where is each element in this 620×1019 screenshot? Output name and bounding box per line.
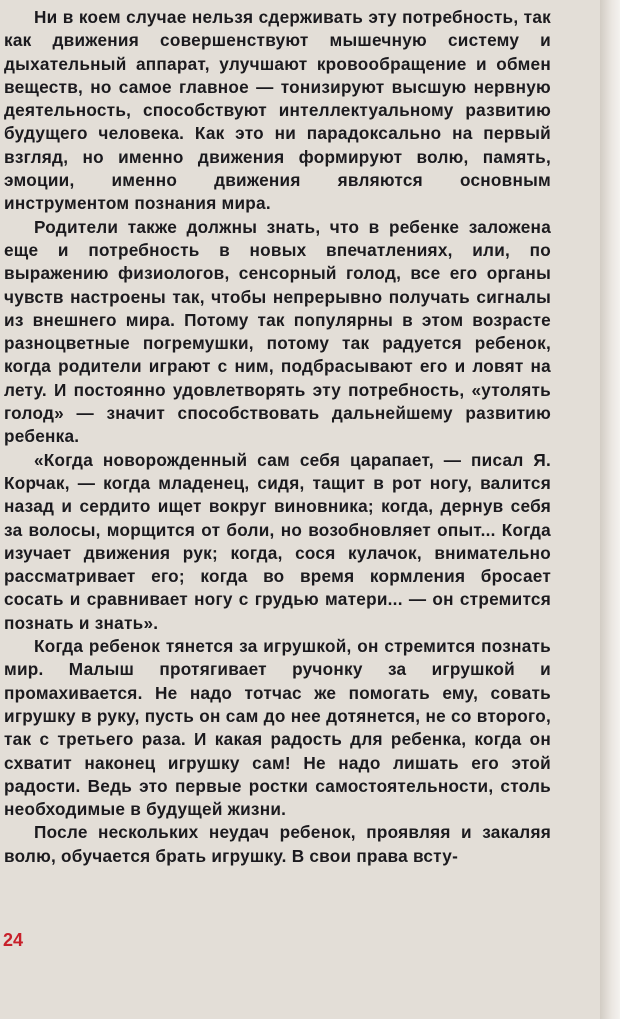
paragraph-3: «Когда новорожденный сам себя царапает, — писал Я. Корчак, — когда младенец, сидя, тащит в рот ногу, валится назад и сердито ищет вокруг виновника; когда, дернув себя за волосы, морщится от боли, но возобновляет опыт... Когда изучает движения рук; когда, сося кулачок, внимательно рассматривает его; когда во время кормления бросает сосать и сравнивает ногу с грудью матери... — он стремится познать и знать». (4, 449, 551, 633)
paragraph-1: Ни в коем случае нельзя сдерживать эту потребность, так как движения совершенствуют мышечную систему и дыхательный аппарат, улучшают кровообращение и обмен веществ, но самое главное — тонизируют высшую нервную деятельность, способствуют интеллектуальному развитию будущего человека. Как это ни парадоксально на первый взгляд, но именно движения формируют волю, память, эмоции, именно движения являются основным инструментом познания мира. (4, 7, 551, 214)
body-text (4, 6, 551, 868)
paragraph-2: Родители также должны знать, что в ребенке заложена еще и потребность в новых впечатлениях, или, по выражению физиологов, сенсорный голод, все его органы чувств настроены так, чтобы непрерывно получать сигналы из внешнего мира. Потому так популярны в этом возрасте разноцветные погремушки, потому так радуется ребенок, когда родители играют с ним, подбрасывают его и ловят на лету. И постоянно удовлетворять эту потребность, «утолять голод» — значит способствовать дальнейшему развитию ребенка. (4, 216, 551, 447)
paragraph-4: Когда ребенок тянется за игрушкой, он стремится познать мир. Малыш протягивает ручонку за игрушкой и промахивается. Не надо тотчас же помогать ему, совать игрушку в руку, пусть он сам до нее дотянется, не со второго, так с третьего раза. И какая радость для ребенка, когда он схватит наконец игрушку сам! Не надо лишать его этой радости. Ведь это первые ростки самостоятельности, столь необходимые в будущей жизни. (4, 636, 551, 820)
paragraph-5: После нескольких неудач ребенок, проявляя и закаляя волю, обучается брать игрушку. В свои права всту- (4, 822, 551, 866)
page-edge (600, 0, 620, 1019)
page-number: 24 (3, 930, 24, 950)
